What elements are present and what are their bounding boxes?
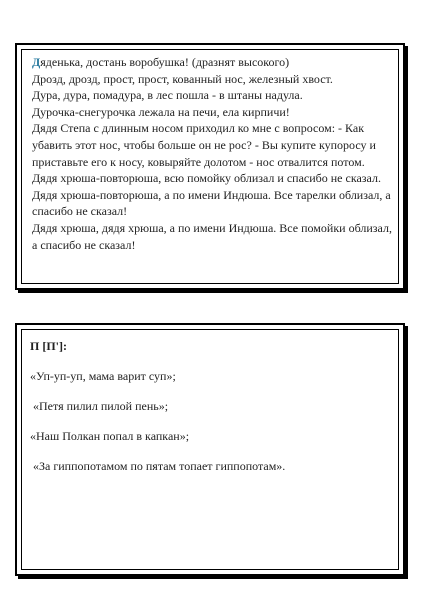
tongue-twister-card-inner-frame: [21, 329, 399, 570]
tongue-twister-card: [15, 323, 405, 576]
phrase-4: «За гиппопотамом по пятам топает гиппопотам».: [33, 459, 286, 473]
teaser-line-3: Дура, дура, помадура, в лес пошла - в штаны надула.: [32, 88, 303, 103]
teaser-line-7: Дядя хрюша-повторюша, а по имени Индюша. Все тарелки облизал, а спасибо не сказал!: [32, 187, 391, 219]
teaser-line-4: Дурочка-снегурочка лежала на печи, ела кирпичи!: [32, 104, 290, 119]
teaser-line-1: [32, 54, 392, 71]
teaser-line-2: Дрозд, дрозд, прост, прост, кованный нос, железный хвост.: [32, 71, 333, 86]
sound-heading: П [П']:: [30, 339, 67, 353]
teaser-line-1-text: яденька, достань воробушка! (дразнят высокого): [40, 55, 290, 69]
teasers-card: [15, 43, 405, 290]
teasers-card-inner-frame: [21, 49, 399, 284]
teaser-line-6: Дядя хрюша-повторюша, всю помойку облизал и спасибо не сказал.: [32, 171, 381, 186]
teaser-line-5: Дядя Степа с длинным носом приходил ко мне с вопросом: - Как убавить этот нос, чтобы больше он не рос? - Вы купите купоросу и приставьте его к носу, ковыряйте долотом - нос отвалится потом.: [32, 121, 376, 169]
drop-cap-letter: Д: [32, 55, 41, 69]
phrase-3: «Наш Полкан попал в капкан»;: [30, 429, 190, 443]
phrase-1: «Уп-уп-уп, мама варит суп»;: [30, 369, 176, 383]
phrase-2: «Петя пилил пилой пень»;: [33, 399, 169, 413]
teaser-line-8: Дядя хрюша, дядя хрюша, а по имени Индюша. Все помойки облизал, а спасибо не сказал!: [32, 220, 392, 252]
